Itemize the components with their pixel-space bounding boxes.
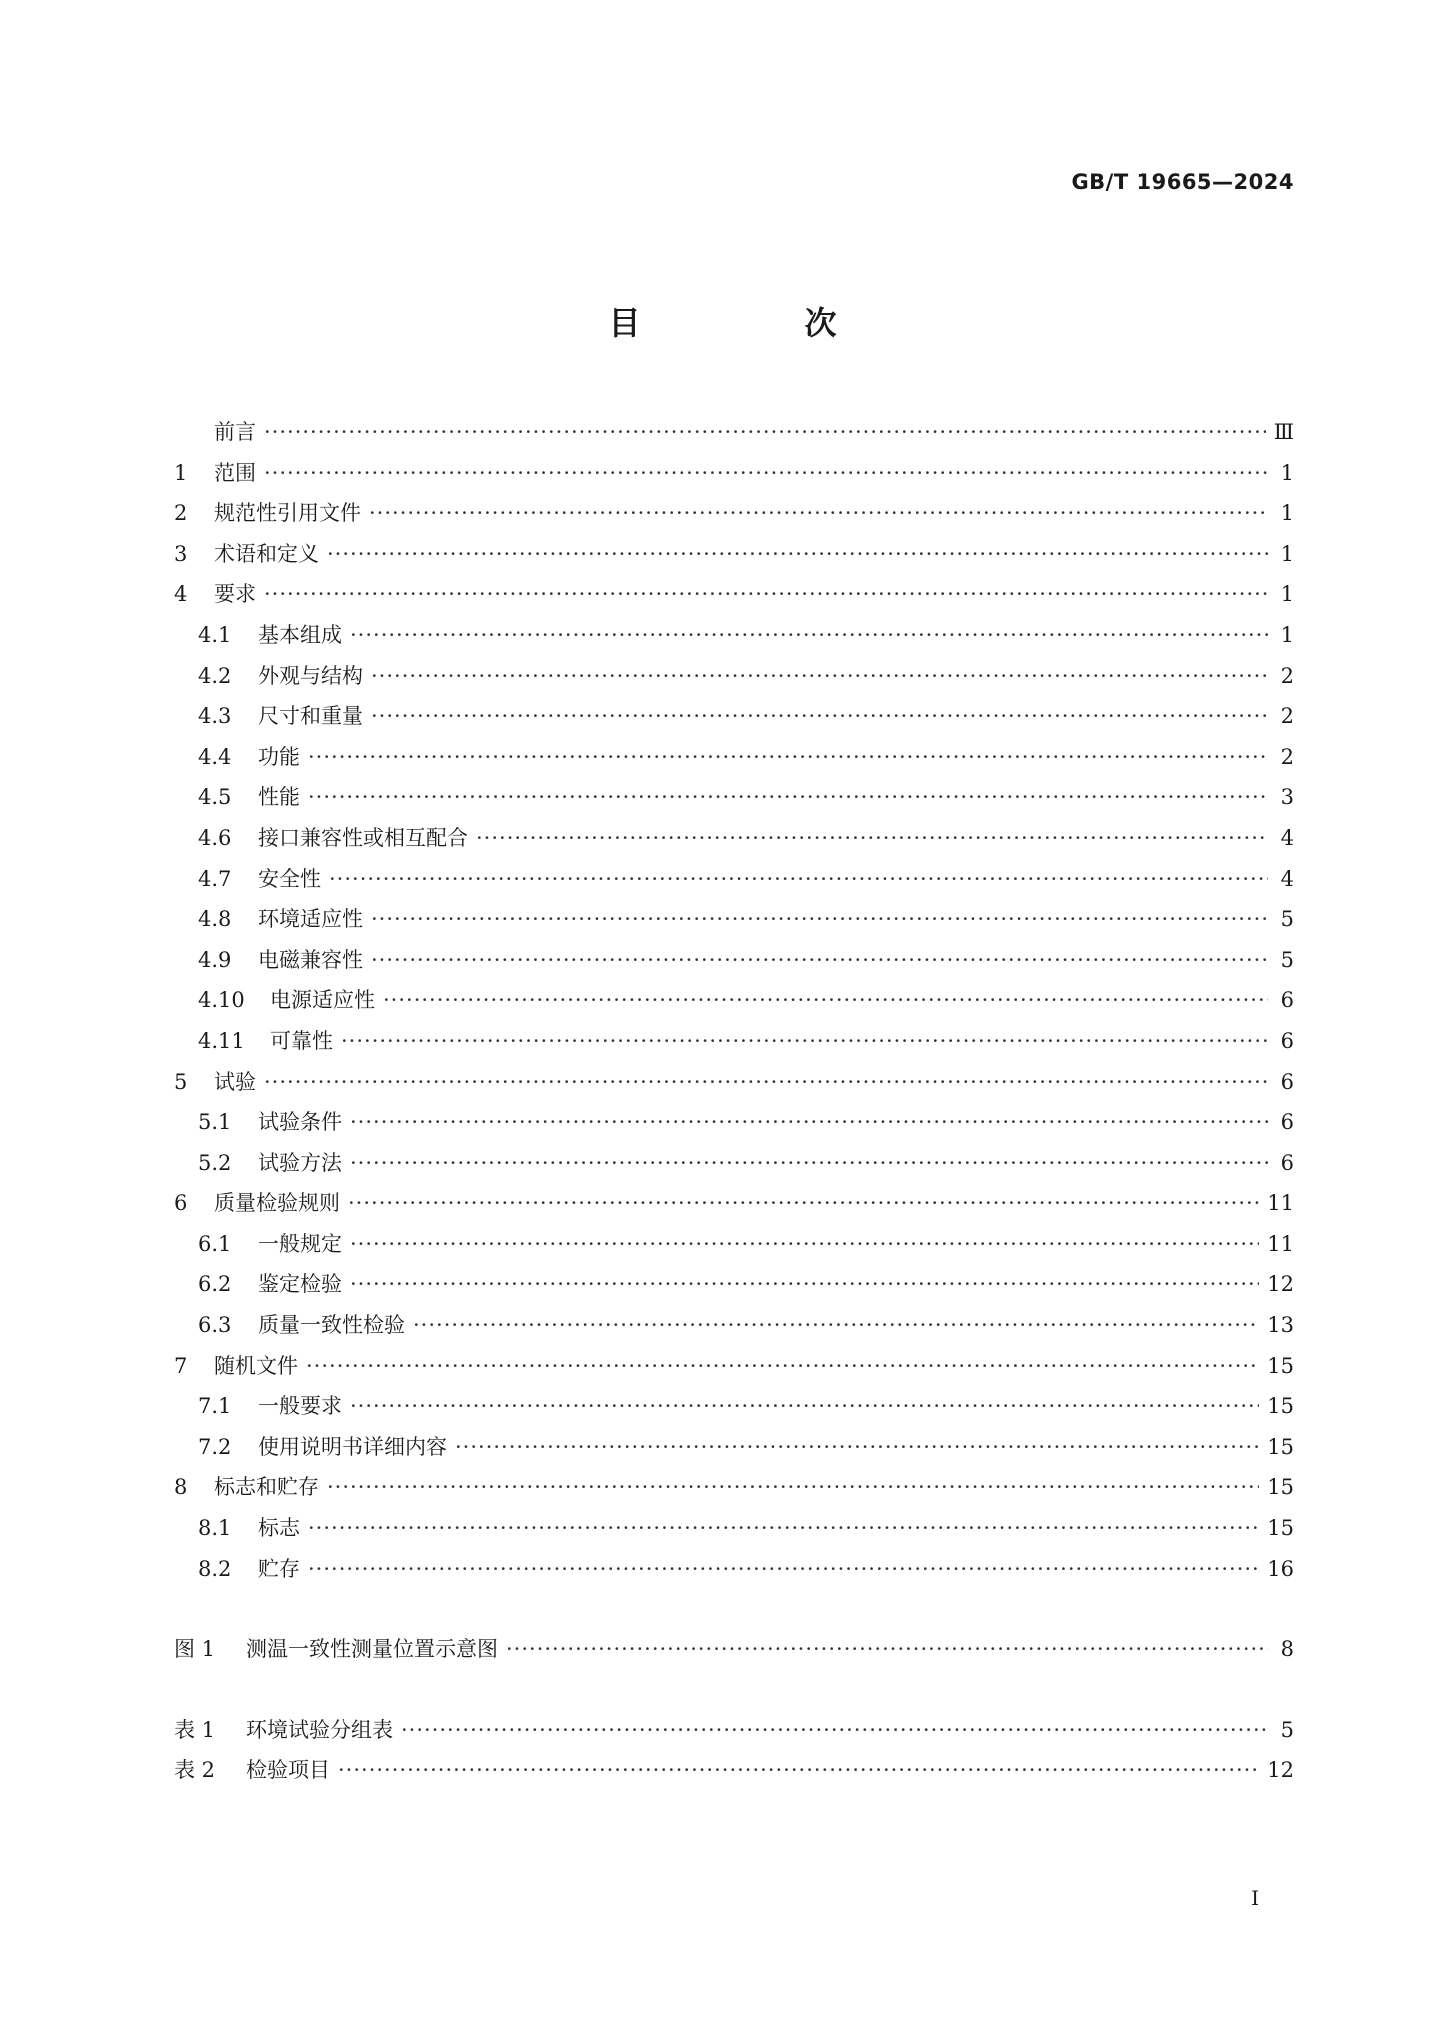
toc-figures — [174, 1633, 1294, 1674]
toc-entry-number: 4.6 — [198, 825, 232, 850]
toc-entry-title: 要求 — [214, 582, 256, 607]
toc-entry[interactable] — [174, 1025, 1294, 1066]
toc-dot-leader — [401, 1718, 1268, 1742]
toc-entry-number: 4.10 — [198, 988, 245, 1013]
toc-dot-leader — [308, 745, 1268, 769]
toc-entry-number: 4.9 — [198, 947, 232, 972]
page-title: 目 次 — [608, 304, 903, 342]
toc-entry-number: 7.2 — [198, 1434, 232, 1459]
toc-entry-page: 5 — [1280, 947, 1294, 972]
toc-dot-leader — [308, 785, 1268, 809]
toc-entry-page: 16 — [1267, 1556, 1294, 1581]
toc-dot-leader — [350, 1232, 1259, 1256]
toc-entry-title: 使用说明书详细内容 — [258, 1434, 447, 1459]
toc-entry-number: 4.11 — [198, 1028, 245, 1053]
toc-entry-page: 6 — [1280, 988, 1294, 1013]
toc-entry-page: 3 — [1280, 785, 1294, 810]
toc-dot-leader — [264, 582, 1268, 606]
toc-entry-page: 1 — [1280, 622, 1294, 647]
toc-entry[interactable] — [174, 1268, 1294, 1309]
toc-entry[interactable] — [174, 781, 1294, 822]
toc-entry[interactable] — [174, 700, 1294, 741]
toc-dot-leader — [413, 1313, 1259, 1337]
toc-entry-number: 4.2 — [198, 663, 232, 688]
toc-dot-leader — [338, 1758, 1259, 1782]
toc-entry[interactable] — [174, 1390, 1294, 1431]
toc-entry[interactable] — [174, 1553, 1294, 1594]
toc-entry-number: 4.5 — [198, 785, 232, 810]
toc-entry-title: 尺寸和重量 — [258, 704, 363, 729]
toc-entry-title: 贮存 — [258, 1556, 300, 1581]
toc-entry-page: 6 — [1280, 1150, 1294, 1175]
toc-entry-page: 5 — [1280, 1717, 1294, 1742]
toc-entry-title: 外观与结构 — [258, 663, 363, 688]
toc-entry[interactable] — [174, 416, 1294, 457]
toc-entry-number: 6.3 — [198, 1313, 232, 1338]
toc-dot-leader — [383, 988, 1268, 1012]
toc-entry-number: 1 — [174, 460, 188, 485]
toc-entry[interactable] — [174, 741, 1294, 782]
toc-entry[interactable] — [174, 1714, 1294, 1755]
toc-entry-page: Ⅲ — [1273, 420, 1294, 444]
toc-entry-title: 质量一致性检验 — [258, 1313, 405, 1338]
toc-entry-title: 检验项目 — [246, 1758, 330, 1783]
table-of-contents — [174, 416, 1294, 1795]
toc-entry[interactable] — [174, 822, 1294, 863]
toc-entry[interactable] — [174, 578, 1294, 619]
toc-entry-number: 7.1 — [198, 1394, 232, 1419]
toc-entry-page: 1 — [1280, 501, 1294, 526]
toc-entry-page: 15 — [1267, 1516, 1294, 1541]
toc-entry-number: 4.4 — [198, 744, 232, 769]
toc-dot-leader — [371, 948, 1268, 972]
toc-entry-title: 标志和贮存 — [214, 1475, 319, 1500]
toc-entry-title: 标志 — [258, 1516, 300, 1541]
toc-dot-leader — [371, 704, 1268, 728]
toc-entry-number: 8.2 — [198, 1556, 232, 1581]
toc-entry-number: 6.1 — [198, 1231, 232, 1256]
toc-dot-leader — [308, 1557, 1259, 1581]
toc-entry-number: 4.7 — [198, 866, 232, 891]
toc-entry[interactable] — [174, 660, 1294, 701]
toc-entry-page: 8 — [1280, 1637, 1294, 1662]
toc-entry-number: 5.1 — [198, 1110, 232, 1135]
toc-entry[interactable] — [174, 1147, 1294, 1188]
toc-entry[interactable] — [174, 538, 1294, 579]
toc-entry-page: 11 — [1267, 1191, 1294, 1216]
toc-entry-page: 1 — [1280, 582, 1294, 607]
toc-entry-number: 8 — [174, 1475, 188, 1500]
toc-entry-number: 4.8 — [198, 907, 232, 932]
toc-entry-number: 2 — [174, 501, 188, 526]
toc-entry-title: 术语和定义 — [214, 541, 319, 566]
toc-entry-title: 接口兼容性或相互配合 — [258, 825, 468, 850]
toc-entry-number: 4 — [174, 582, 188, 607]
toc-entry[interactable] — [174, 1106, 1294, 1147]
toc-entry-page: 4 — [1280, 825, 1294, 850]
toc-dot-leader — [327, 1475, 1259, 1499]
toc-dot-leader — [329, 867, 1268, 891]
toc-entry-page: 2 — [1280, 744, 1294, 769]
toc-entry-title: 基本组成 — [258, 622, 342, 647]
toc-tables — [174, 1714, 1294, 1795]
toc-entry-number: 表 2 — [174, 1758, 216, 1783]
toc-entry[interactable] — [174, 1754, 1294, 1795]
toc-entry-title: 性能 — [258, 785, 300, 810]
toc-entry-title: 电磁兼容性 — [258, 947, 363, 972]
toc-entry-page: 4 — [1280, 866, 1294, 891]
toc-entry-number: 7 — [174, 1353, 188, 1378]
toc-entry-page: 12 — [1267, 1758, 1294, 1783]
toc-dot-leader — [350, 1151, 1268, 1175]
toc-entry-page: 12 — [1267, 1272, 1294, 1297]
toc-dot-leader — [371, 907, 1268, 931]
toc-dot-leader — [308, 1516, 1259, 1540]
toc-entry-page: 15 — [1267, 1394, 1294, 1419]
toc-dot-leader — [327, 542, 1268, 566]
toc-entry[interactable] — [174, 1066, 1294, 1107]
toc-sections — [174, 416, 1294, 1593]
toc-dot-leader — [341, 1029, 1268, 1053]
toc-entry[interactable] — [174, 1471, 1294, 1512]
toc-dot-leader — [369, 501, 1268, 525]
toc-entry[interactable] — [174, 1187, 1294, 1228]
toc-entry-title: 功能 — [258, 744, 300, 769]
toc-entry-title: 可靠性 — [270, 1028, 333, 1053]
toc-entry-number: 8.1 — [198, 1516, 232, 1541]
toc-entry-title: 随机文件 — [214, 1353, 298, 1378]
toc-entry[interactable] — [174, 1309, 1294, 1350]
toc-entry-page: 15 — [1267, 1353, 1294, 1378]
toc-dot-leader — [371, 664, 1268, 688]
toc-entry-number: 表 1 — [174, 1717, 216, 1742]
toc-entry-number: 6.2 — [198, 1272, 232, 1297]
standard-number: GB/T 19665—2024 — [1071, 170, 1294, 194]
toc-entry-title: 规范性引用文件 — [214, 501, 361, 526]
toc-entry-page: 15 — [1267, 1434, 1294, 1459]
toc-entry[interactable] — [174, 1633, 1294, 1674]
toc-entry-title: 试验 — [214, 1069, 256, 1094]
toc-dot-leader — [476, 826, 1268, 850]
toc-entry-page: 6 — [1280, 1069, 1294, 1094]
toc-entry-title: 测温一致性测量位置示意图 — [246, 1637, 498, 1662]
page-number: I — [1251, 1886, 1259, 1910]
toc-entry-page: 2 — [1280, 704, 1294, 729]
toc-entry-title: 环境试验分组表 — [246, 1717, 393, 1742]
toc-entry[interactable] — [174, 619, 1294, 660]
toc-entry-number: 图 1 — [174, 1637, 216, 1662]
toc-dot-leader — [350, 1394, 1259, 1418]
toc-dot-leader — [264, 420, 1266, 444]
toc-entry[interactable] — [174, 984, 1294, 1025]
toc-entry-number: 5 — [174, 1069, 188, 1094]
toc-dot-leader — [264, 1070, 1268, 1094]
toc-entry[interactable] — [174, 1228, 1294, 1269]
toc-dot-leader — [455, 1435, 1259, 1459]
toc-entry-title: 试验方法 — [258, 1150, 342, 1175]
toc-entry-title: 试验条件 — [258, 1110, 342, 1135]
toc-entry-page: 1 — [1280, 541, 1294, 566]
toc-entry[interactable] — [174, 497, 1294, 538]
toc-entry-title: 一般要求 — [258, 1394, 342, 1419]
toc-entry[interactable] — [174, 1431, 1294, 1472]
toc-entry-page: 13 — [1267, 1313, 1294, 1338]
toc-entry-number: 3 — [174, 541, 188, 566]
toc-entry-page: 6 — [1280, 1110, 1294, 1135]
toc-entry-title: 范围 — [214, 460, 256, 485]
toc-dot-leader — [350, 623, 1268, 647]
toc-entry-number: 4.1 — [198, 622, 232, 647]
toc-entry-title: 一般规定 — [258, 1231, 342, 1256]
toc-entry[interactable] — [174, 1512, 1294, 1553]
toc-entry[interactable] — [174, 944, 1294, 985]
toc-dot-leader — [264, 461, 1268, 485]
toc-entry-page: 5 — [1280, 907, 1294, 932]
toc-entry-page: 15 — [1267, 1475, 1294, 1500]
toc-dot-leader — [306, 1354, 1259, 1378]
toc-entry-page: 1 — [1280, 460, 1294, 485]
toc-entry-number: 5.2 — [198, 1150, 232, 1175]
toc-entry-page: 2 — [1280, 663, 1294, 688]
toc-entry-title: 质量检验规则 — [214, 1191, 340, 1216]
toc-dot-leader — [350, 1272, 1259, 1296]
toc-entry-title: 环境适应性 — [258, 907, 363, 932]
toc-entry[interactable] — [174, 457, 1294, 498]
toc-entry-number: 4.3 — [198, 704, 232, 729]
toc-entry[interactable] — [174, 903, 1294, 944]
toc-entry-title: 电源适应性 — [270, 988, 375, 1013]
toc-entry-page: 6 — [1280, 1028, 1294, 1053]
toc-dot-leader — [348, 1191, 1259, 1215]
toc-entry-title: 鉴定检验 — [258, 1272, 342, 1297]
toc-entry-title: 安全性 — [258, 866, 321, 891]
toc-entry-title: 前言 — [214, 420, 256, 444]
toc-dot-leader — [350, 1110, 1268, 1134]
toc-dot-leader — [506, 1637, 1268, 1661]
toc-entry[interactable] — [174, 1350, 1294, 1391]
toc-entry[interactable] — [174, 863, 1294, 904]
toc-entry-number: 6 — [174, 1191, 188, 1216]
toc-entry-page: 11 — [1267, 1231, 1294, 1256]
